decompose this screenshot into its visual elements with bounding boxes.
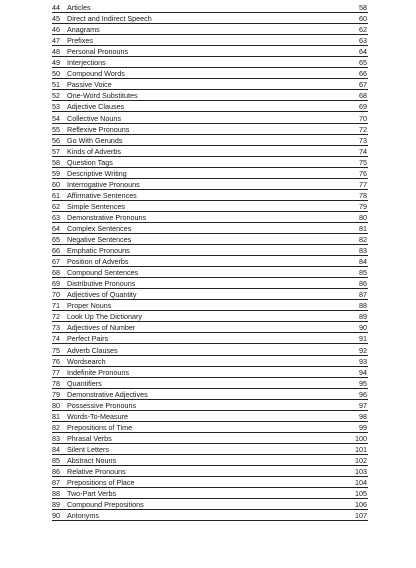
chapter-title: Interrogative Pronouns <box>67 179 140 189</box>
chapter-title: Compound Sentences <box>67 268 139 278</box>
chapter-number: 51 <box>52 80 60 90</box>
chapter-title: Adjective Clauses <box>67 102 125 112</box>
page-number: 87 <box>359 290 367 300</box>
chapter-number: 46 <box>52 25 60 35</box>
chapter-title: Anagrams <box>67 25 100 35</box>
chapter-title: Affirmative Sentences <box>67 190 137 200</box>
page-number: 104 <box>355 478 367 488</box>
toc-row <box>52 356 368 367</box>
toc-row <box>52 311 368 322</box>
chapter-number: 47 <box>52 36 60 46</box>
page-number: 70 <box>359 113 367 123</box>
toc-row <box>52 168 368 179</box>
chapter-title: Passive Voice <box>67 80 112 90</box>
toc-row <box>52 378 368 389</box>
page-number: 101 <box>355 444 367 454</box>
toc-row <box>52 35 368 46</box>
page-number: 86 <box>359 279 367 289</box>
page-number: 83 <box>359 246 367 256</box>
chapter-title: Kinds of Adverbs <box>67 146 121 156</box>
toc-row <box>52 245 368 256</box>
toc-row <box>52 135 368 146</box>
chapter-title: Compound Prepositions <box>67 500 144 510</box>
chapter-title: Phrasal Verbs <box>67 433 112 443</box>
chapter-title: Look Up The Dictionary <box>67 312 142 322</box>
chapter-number: 90 <box>52 511 60 521</box>
toc-row <box>52 190 368 201</box>
page-number: 81 <box>359 223 367 233</box>
toc-row <box>52 124 368 135</box>
chapter-number: 62 <box>52 201 60 211</box>
chapter-number: 67 <box>52 257 60 267</box>
toc-row <box>52 422 368 433</box>
chapter-title: Complex Sentences <box>67 223 132 233</box>
page-number: 67 <box>359 80 367 90</box>
page-number: 60 <box>359 14 367 24</box>
page-number: 79 <box>359 201 367 211</box>
chapter-title: Go With Gerunds <box>67 135 123 145</box>
toc-row <box>52 322 368 333</box>
chapter-title: Adjectives of Quantity <box>67 290 137 300</box>
chapter-number: 69 <box>52 279 60 289</box>
chapter-number: 77 <box>52 367 60 377</box>
chapter-number: 78 <box>52 378 60 388</box>
chapter-number: 70 <box>52 290 60 300</box>
page-number: 85 <box>359 268 367 278</box>
page-number: 92 <box>359 345 367 355</box>
chapter-title: Perfect Pairs <box>67 334 109 344</box>
chapter-title: Adjectives of Number <box>67 323 136 333</box>
page-number: 93 <box>359 356 367 366</box>
page-number: 102 <box>355 455 367 465</box>
toc-row <box>52 90 368 101</box>
chapter-number: 64 <box>52 223 60 233</box>
chapter-title: Prepositions of Time <box>67 422 133 432</box>
page-number: 69 <box>359 102 367 112</box>
toc-row <box>52 2 368 13</box>
toc-row <box>52 389 368 400</box>
page-number: 76 <box>359 168 367 178</box>
page-number: 107 <box>355 511 367 521</box>
chapter-title: Silent Letters <box>67 444 109 454</box>
chapter-number: 80 <box>52 400 60 410</box>
chapter-title: Direct and Indirect Speech <box>67 14 152 24</box>
chapter-number: 85 <box>52 455 60 465</box>
chapter-number: 55 <box>52 124 60 134</box>
page-number: 103 <box>355 467 367 477</box>
chapter-number: 87 <box>52 478 60 488</box>
chapter-number: 48 <box>52 47 60 57</box>
page-number: 72 <box>359 124 367 134</box>
table-of-contents <box>52 2 368 521</box>
chapter-number: 68 <box>52 268 60 278</box>
page-number: 74 <box>359 146 367 156</box>
chapter-title: Question Tags <box>67 157 113 167</box>
toc-row <box>52 212 368 223</box>
chapter-title: One-Word Substitutes <box>67 91 138 101</box>
toc-row <box>52 157 368 168</box>
chapter-number: 88 <box>52 489 60 499</box>
chapter-title: Abstract Nouns <box>67 455 117 465</box>
chapter-title: Relative Pronouns <box>67 467 126 477</box>
chapter-number: 84 <box>52 444 60 454</box>
page-number: 98 <box>359 411 367 421</box>
toc-row <box>52 411 368 422</box>
toc-row <box>52 300 368 311</box>
page-number: 106 <box>355 500 367 510</box>
chapter-number: 71 <box>52 301 60 311</box>
chapter-title: Interjections <box>67 58 106 68</box>
chapter-number: 60 <box>52 179 60 189</box>
page-number: 78 <box>359 190 367 200</box>
page-number: 68 <box>359 91 367 101</box>
toc-row <box>52 400 368 411</box>
chapter-number: 72 <box>52 312 60 322</box>
toc-row <box>52 13 368 24</box>
toc-row <box>52 466 368 477</box>
chapter-number: 74 <box>52 334 60 344</box>
chapter-number: 50 <box>52 69 60 79</box>
toc-row <box>52 223 368 234</box>
page-number: 66 <box>359 69 367 79</box>
chapter-title: Descriptive Writing <box>67 168 127 178</box>
chapter-number: 56 <box>52 135 60 145</box>
chapter-number: 75 <box>52 345 60 355</box>
chapter-number: 45 <box>52 14 60 24</box>
chapter-title: Prefixes <box>67 36 93 46</box>
toc-row <box>52 344 368 355</box>
toc-row <box>52 46 368 57</box>
chapter-title: Personal Pronouns <box>67 47 129 57</box>
toc-row <box>52 510 368 521</box>
chapter-number: 66 <box>52 246 60 256</box>
page-number: 90 <box>359 323 367 333</box>
chapter-title: Wordsearch <box>67 356 106 366</box>
chapter-number: 73 <box>52 323 60 333</box>
page-number: 77 <box>359 179 367 189</box>
toc-row <box>52 79 368 90</box>
chapter-title: Two-Part Verbs <box>67 489 117 499</box>
chapter-title: Proper Nouns <box>67 301 112 311</box>
chapter-title: Compound Words <box>67 69 125 79</box>
page-number: 84 <box>359 257 367 267</box>
page-number: 88 <box>359 301 367 311</box>
chapter-number: 58 <box>52 157 60 167</box>
chapter-number: 49 <box>52 58 60 68</box>
page-number: 99 <box>359 422 367 432</box>
page-number: 91 <box>359 334 367 344</box>
chapter-number: 53 <box>52 102 60 112</box>
chapter-number: 79 <box>52 389 60 399</box>
toc-row <box>52 57 368 68</box>
chapter-number: 76 <box>52 356 60 366</box>
page-number: 95 <box>359 378 367 388</box>
chapter-title: Adverb Clauses <box>67 345 118 355</box>
toc-row <box>52 289 368 300</box>
toc-row <box>52 488 368 499</box>
toc-row <box>52 256 368 267</box>
chapter-title: Distributive Pronouns <box>67 279 136 289</box>
toc-row <box>52 68 368 79</box>
chapter-title: Demonstrative Adjectives <box>67 389 148 399</box>
chapter-title: Simple Sentences <box>67 201 125 211</box>
chapter-title: Reflexive Pronouns <box>67 124 130 134</box>
toc-row <box>52 201 368 212</box>
chapter-title: Antonyms <box>67 511 99 521</box>
toc-row <box>52 477 368 488</box>
page-number: 62 <box>359 25 367 35</box>
toc-row <box>52 146 368 157</box>
toc-row <box>52 444 368 455</box>
chapter-number: 52 <box>52 91 60 101</box>
toc-row <box>52 234 368 245</box>
chapter-number: 82 <box>52 422 60 432</box>
toc-row <box>52 367 368 378</box>
page-number: 94 <box>359 367 367 377</box>
toc-row <box>52 455 368 466</box>
chapter-number: 54 <box>52 113 60 123</box>
page-number: 82 <box>359 235 367 245</box>
page-number: 64 <box>359 47 367 57</box>
chapter-title: Indefinite Pronouns <box>67 367 129 377</box>
page-number: 58 <box>359 3 367 13</box>
chapter-number: 61 <box>52 190 60 200</box>
toc-row <box>52 333 368 344</box>
chapter-number: 65 <box>52 235 60 245</box>
page-number: 80 <box>359 212 367 222</box>
chapter-title: Collective Nouns <box>67 113 121 123</box>
page-number: 100 <box>355 433 367 443</box>
toc-row <box>52 278 368 289</box>
chapter-title: Emphatic Pronouns <box>67 246 130 256</box>
page-number: 73 <box>359 135 367 145</box>
chapter-title: Possessive Pronouns <box>67 400 137 410</box>
chapter-title: Quantifiers <box>67 378 102 388</box>
page-number: 105 <box>355 489 367 499</box>
chapter-title: Articles <box>67 3 91 13</box>
page-number: 96 <box>359 389 367 399</box>
chapter-title: Demonstrative Pronouns <box>67 212 147 222</box>
page-number: 65 <box>359 58 367 68</box>
page-number: 63 <box>359 36 367 46</box>
chapter-number: 89 <box>52 500 60 510</box>
chapter-number: 63 <box>52 212 60 222</box>
chapter-number: 81 <box>52 411 60 421</box>
page-number: 89 <box>359 312 367 322</box>
toc-row <box>52 267 368 278</box>
toc-row <box>52 179 368 190</box>
page-number: 97 <box>359 400 367 410</box>
toc-row <box>52 433 368 444</box>
chapter-number: 59 <box>52 168 60 178</box>
toc-row <box>52 499 368 510</box>
chapter-number: 86 <box>52 467 60 477</box>
page-number: 75 <box>359 157 367 167</box>
chapter-number: 57 <box>52 146 60 156</box>
chapter-title: Words-To-Measure <box>67 411 128 421</box>
chapter-title: Negative Sentences <box>67 235 132 245</box>
chapter-title: Position of Adverbs <box>67 257 129 267</box>
chapter-number: 83 <box>52 433 60 443</box>
toc-row <box>52 112 368 123</box>
toc-row <box>52 101 368 112</box>
chapter-title: Prepositions of Place <box>67 478 135 488</box>
toc-row <box>52 24 368 35</box>
chapter-number: 44 <box>52 3 60 13</box>
